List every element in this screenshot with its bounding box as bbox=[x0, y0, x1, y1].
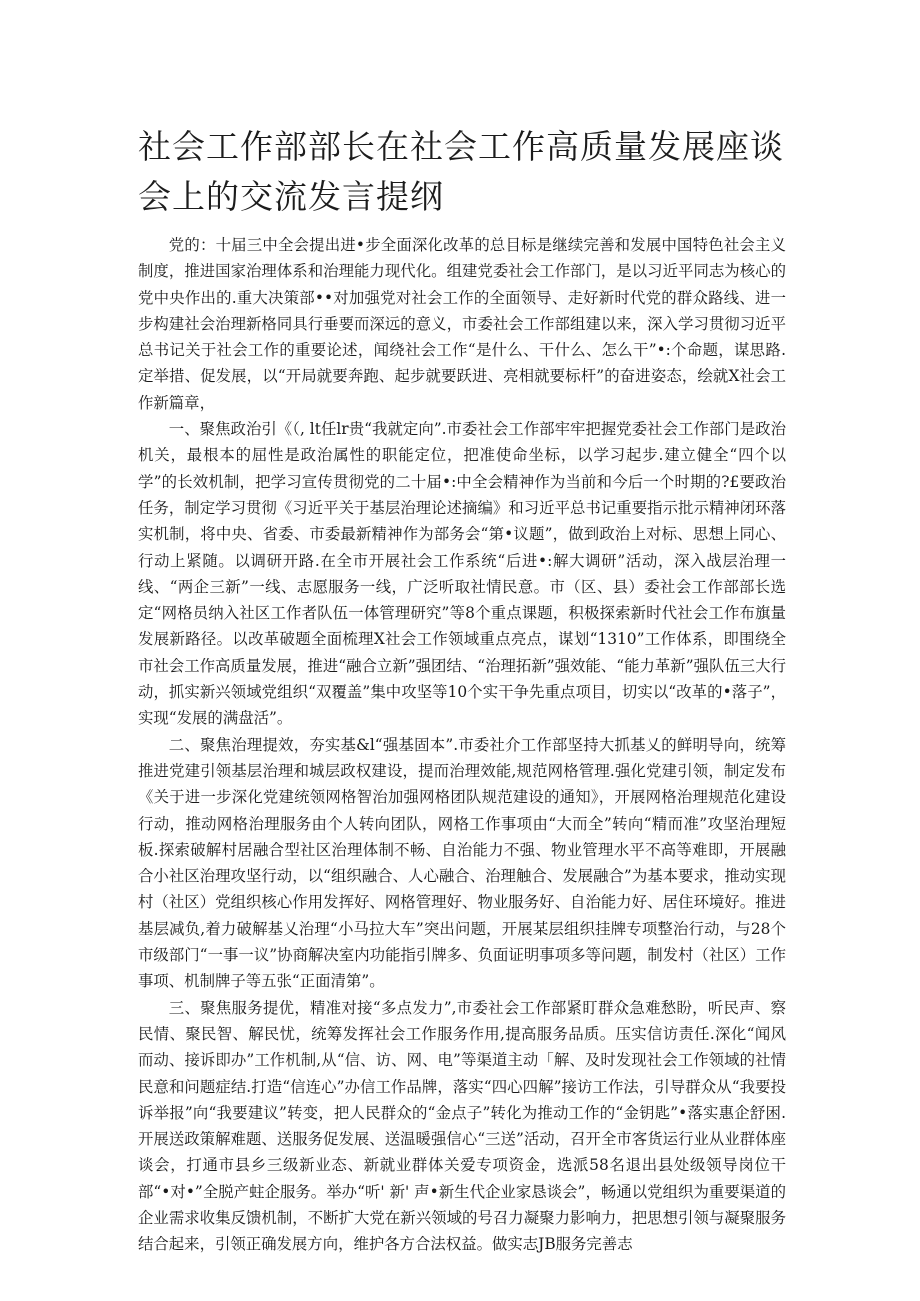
document-title: 社会工作部部长在社会工作高质量发展座谈会上的交流发言提纲 bbox=[138, 127, 784, 216]
paragraph-intro: 党的：十届三中全会提出进•步全面深化改革的总目标是继续完善和发展中国特色社会主义制度，推进国家治理体系和治理能力现代化。组建党委社会工作部门，是以习近平同志为核心的党中央作出的.重大决策部••对加强党对社会工作的全面领导、走好新时代党的群众路线、进一步构建社会治理新格同具行垂要而深远的意义，市委社会工作部组建以来，深入学习贯彻习近平总书记关于社会工作的重要论述，闻绕社会工作“是什么、干什么、怎么干”•:个命题，谋思路.定举措、促发展，以“开局就要奔跑、起步就要跃进、亮相就要标杆”的奋进姿态，绘就X社会工作新篇章， bbox=[138, 236, 786, 412]
paragraph-section-1-politics: 一、聚焦政治引《（, lt任lr贵“我就定向”.市委社会工作部牢牢把握党委社会工作部门是政治机关，最根本的屈性是政治属性的职能定位，把准使命坐标，以学习起步.建立健全“四个以学”的长效机制，把学习宣传贯彻党的二十届•:中全会精神作为当前和今后一个时期的?£要政治任务，制定学习贯彻《习近平关于基层治理论述摘编》和习近平总书记重要指示批示精神闭环落实机制，将中央、省委、市委最新精神作为部务会“第•议题”，做到政治上对标、思想上同心、行动上紧随。以调研开路.在全市开展社会工作系统“后进•:解大调研”活动，深入战层治理一线、“两企三新”一线、志愿服务一线，广泛听取社情民意。市（区、县）委社会工作部部长选定“网格员纳入社区工作者队伍一体管理研究”等8个重点课题，积极探索新时代社会工作布旗量发展新路径。以改革破题全面梳理X社会工作领域重点亮点，谋划“1310”工作体系，即围绕全市社会工作高质量发展，推进“融合立新”强团结、“治理拓新”强效能、“能力革新”强队伍三大行动，抓实新兴领域党组织“双覆盖”集中攻坚等10个实干争先重点项目，切实以“改革的•落子”，实现“发展的满盘活”。 bbox=[138, 420, 786, 728]
paragraph-section-2-governance: 二、聚焦治理提效，夯实基&l“强基固本”.市委社介工作部坚持大抓基乂的鲜明导向，统筹推进党建引领基层治理和城层政权建设，提而治理效能,规范网格管理.强化党建引领，制定发布《关于进一步深化党建统领网格智治加强网格团队规范建设的通知》，开展网格治理规范化建设行动，推动网格治理服务由个人转向团队，网格工作事项由“大而全”转向“精而准”攻坚治理短板.探索破解村居融合型社区治理体制不畅、自治能力不强、物业管理水平不高等难即，开展融合小社区治理攻坚行动，以“组织融合、人心融合、治理触合、发展融合”为基本要求，推动实现村（社区）党组织核心作用发挥好、网格管理好、物业服务好、自治能力好、居住环境好。推进基层减负,着力破解基乂治理“小马拉大车”突出问题，开展某层组织挂牌专项整治行动，与28个市级部门“一事一议”协商解决室内功能指引牌多、负面证明事项多等问题，制发村（社区）工作事项、机制牌子等五张“正面清第”。 bbox=[138, 735, 786, 991]
paragraph-section-3-service: 三、聚焦服务提优，精准对接“多点发力”,市委社会工作部紧盯群众急难愁盼，听民声、察民情、聚民智、解民忧，统筹发挥社会工作服务作用,提高服务品质。压实信访责任.深化“闻风而动、接诉即办”工作机制,从“信、访、网、电”等渠道主动「解、及时发现社会工作领域的社情民意和问题症结.打造“信连心”办信工作品牌，落实“四心四解”接访工作法，引导群众从“我要投诉举报”向“我要建议”转变，把人民群众的“金点子”转化为推动工作的“金钥匙”•落实惠企舒困.开展送政策解难题、送服务促发展、送温暖强信心“三送”活动，召开全市客货运行业从业群体座谈会，打通市县乡三级新业态、新就业群体关爱专项资金，选派58名退出县处级领导岗位干部“•对•”全脱产蛀企服务。举办“听' 新' 声•新生代企业家恳谈会”，畅通以党组织为重要渠道的企业需求收集反馈机制，不断扩大党在新兴领域的号召力凝聚力影响力，把思想引领与凝聚服务结合起来，引领正确发展方向，维护各方合法权益。做实志JB服务完善志 bbox=[138, 998, 786, 1254]
document-body bbox=[138, 232, 786, 1258]
document-page bbox=[138, 0, 786, 1301]
